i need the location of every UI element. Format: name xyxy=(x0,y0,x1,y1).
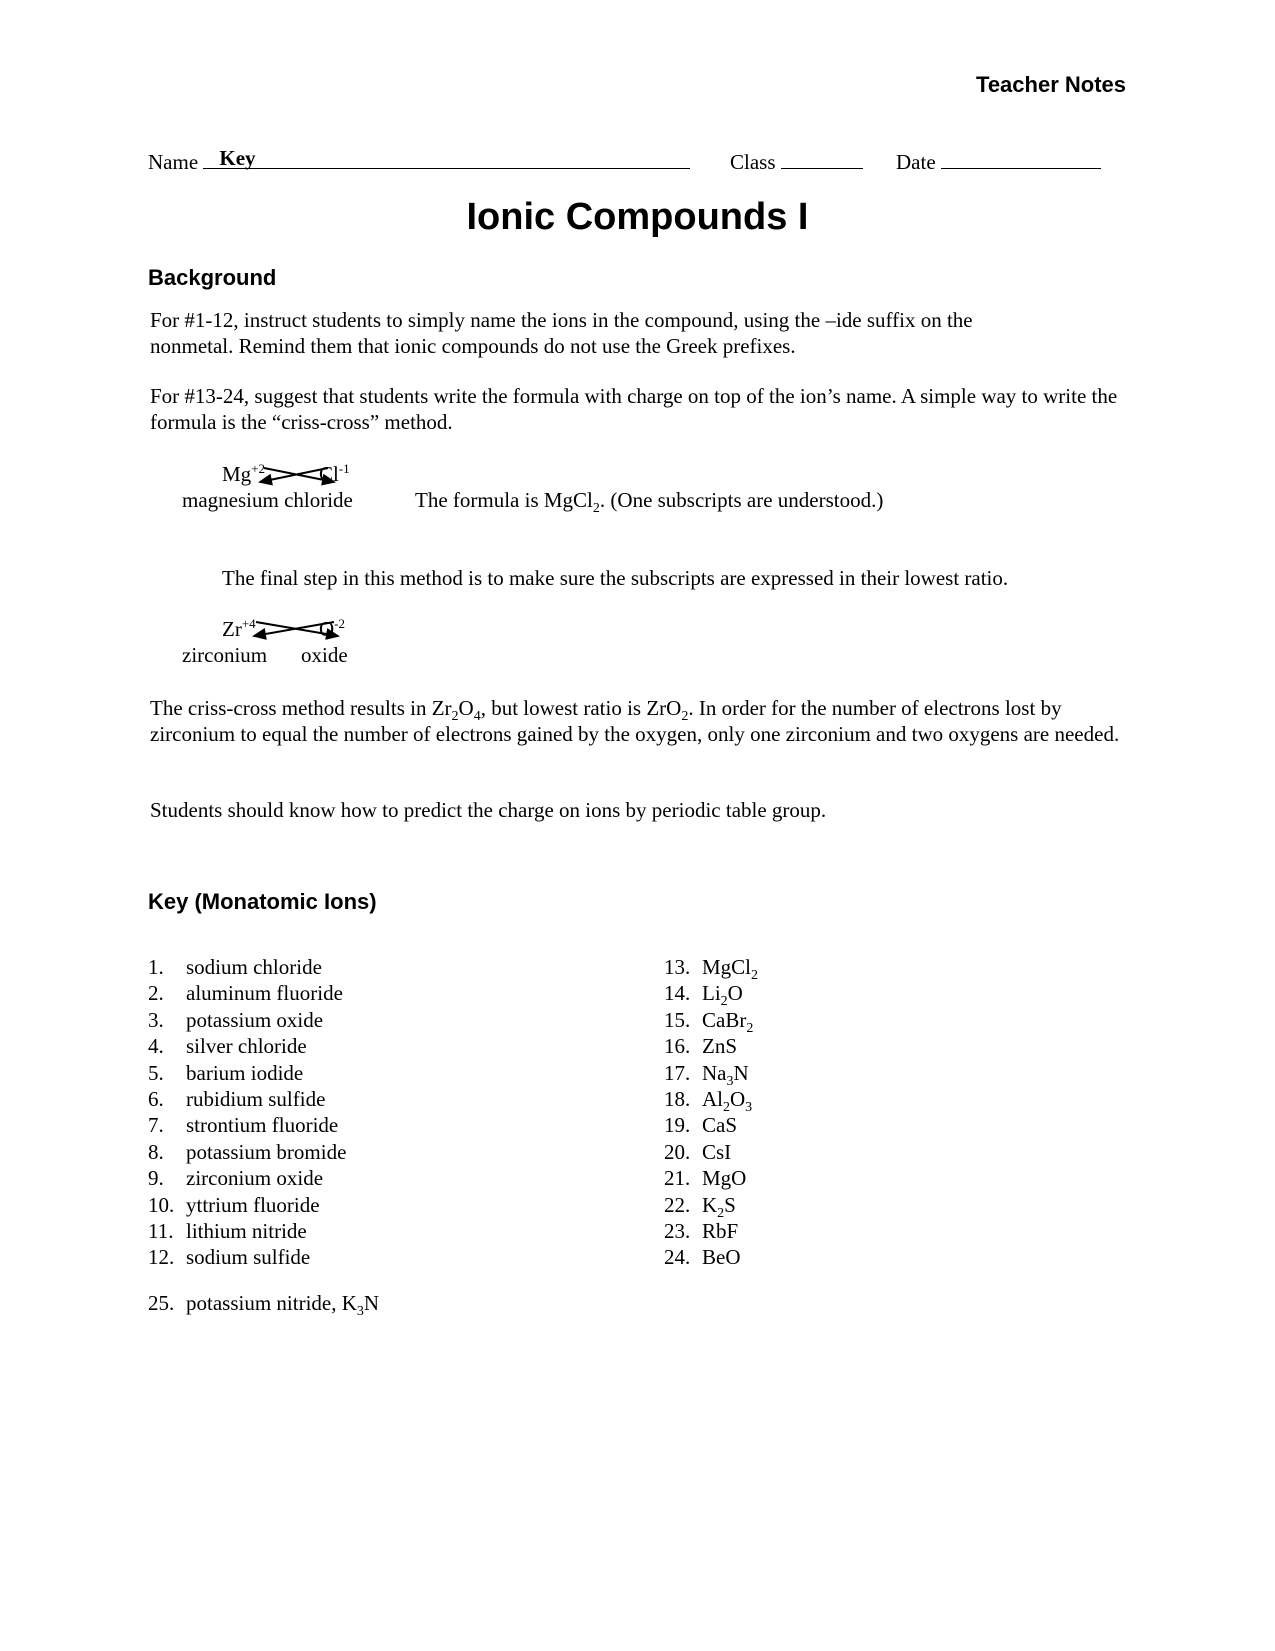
list-item-number: 13. xyxy=(664,955,691,979)
list-item-number: 22. xyxy=(664,1192,691,1217)
p3-text-1: The criss-cross method results in Zr xyxy=(150,696,452,720)
p3-sub-2: 4 xyxy=(473,709,481,725)
date-blank xyxy=(941,148,1101,169)
list-item-text: potassium oxide xyxy=(186,1007,324,1032)
key-list-right xyxy=(664,954,758,1271)
list-item-number: 8. xyxy=(148,1139,164,1164)
list-item-number: 23. xyxy=(664,1219,691,1244)
list-item-number: 20. xyxy=(664,1139,691,1164)
p3-text-2: O xyxy=(458,696,474,720)
list-item-text xyxy=(186,1290,380,1320)
formula-part: 2 xyxy=(717,1205,725,1221)
list-item-number: 16. xyxy=(664,1034,691,1059)
list-item xyxy=(148,954,346,980)
formula-part: S xyxy=(724,1192,736,1217)
list-item-number: 7. xyxy=(148,1113,164,1138)
ion-zr-charge: +4 xyxy=(241,616,256,631)
example2-name1: zirconium xyxy=(182,643,268,667)
class-field xyxy=(730,148,863,175)
list-item xyxy=(148,1112,346,1138)
key-heading: Key (Monatomic Ions) xyxy=(148,889,377,914)
formula-part: 3 xyxy=(726,1073,734,1089)
key-extra-item xyxy=(148,1290,380,1320)
list-item-number: 21. xyxy=(664,1166,691,1191)
formula xyxy=(702,954,759,984)
class-blank xyxy=(781,148,863,169)
formula xyxy=(702,1192,736,1221)
extra-subscript: 3 xyxy=(356,1304,364,1320)
formula-part: 2 xyxy=(751,968,759,984)
ion-cl-symbol: Cl xyxy=(319,462,339,486)
example1-name: magnesium chloride xyxy=(182,488,353,512)
formula-part: K xyxy=(702,1192,718,1217)
list-item-number: 12. xyxy=(148,1245,175,1270)
list-item xyxy=(664,1139,758,1165)
list-item-number: 2. xyxy=(148,981,164,1006)
list-item-text: sodium sulfide xyxy=(186,1245,311,1270)
list-item-text: silver chloride xyxy=(186,1034,307,1059)
list-item-text: yttrium fluoride xyxy=(186,1192,320,1217)
p3-sub-3: 2 xyxy=(681,709,689,725)
list-item xyxy=(148,1033,346,1059)
extra-tail: N xyxy=(363,1291,380,1315)
name-label: Name xyxy=(148,150,199,174)
ion-mg-symbol: Mg xyxy=(222,462,252,486)
date-label: Date xyxy=(896,150,936,174)
formula-part: BeO xyxy=(702,1245,741,1270)
list-item xyxy=(664,1033,758,1059)
list-item xyxy=(148,1060,346,1086)
list-item xyxy=(664,1060,758,1089)
list-item-number: 5. xyxy=(148,1060,164,1085)
formula-part: CaS xyxy=(702,1113,738,1138)
list-item-number: 19. xyxy=(664,1113,691,1138)
extra-text: potassium nitride, K xyxy=(186,1291,357,1315)
formula xyxy=(702,1139,731,1165)
formula-part: 3 xyxy=(745,1100,753,1116)
formula-part: Li xyxy=(702,981,721,1006)
formula-part: MgO xyxy=(702,1166,747,1191)
list-item xyxy=(148,1218,346,1244)
list-item-text: sodium chloride xyxy=(186,955,322,979)
list-item xyxy=(664,1086,758,1116)
ion-cl-charge: -1 xyxy=(338,461,350,476)
formula-part: 2 xyxy=(723,1100,730,1116)
list-item xyxy=(148,980,346,1006)
background-para-1: For #1-12, instruct students to simply name the ions in the compound, using the –ide suffix on the nonmetal. Remind them that ionic compounds do not use the Greek prefixes. xyxy=(150,308,973,358)
formula xyxy=(702,1007,754,1036)
formula-subscript: 2 xyxy=(592,501,600,517)
list-item-text: zirconium oxide xyxy=(186,1166,324,1191)
list-item-text: rubidium sulfide xyxy=(186,1087,326,1112)
list-item xyxy=(664,1007,758,1036)
ion-zr-symbol: Zr xyxy=(222,617,242,641)
list-item-number: 3. xyxy=(148,1007,164,1032)
formula-text: The formula is MgCl xyxy=(415,488,593,512)
background-para-4: Students should know how to predict the charge on ions by periodic table group. xyxy=(150,798,827,822)
final-step-text: The final step in this method is to make sure the subscripts are expressed in their lowest ratio. xyxy=(222,566,1009,590)
list-item xyxy=(664,1112,758,1138)
ion-o-charge: -2 xyxy=(334,616,346,631)
list-item xyxy=(148,1007,346,1033)
list-item-number: 24. xyxy=(664,1245,691,1270)
formula-part: N xyxy=(733,1060,749,1085)
list-item xyxy=(664,1244,758,1270)
formula xyxy=(702,1060,749,1089)
formula xyxy=(702,1086,753,1116)
list-item xyxy=(664,1192,758,1221)
formula xyxy=(702,1112,737,1138)
background-heading: Background xyxy=(148,265,277,290)
list-item-number: 15. xyxy=(664,1007,691,1032)
class-label: Class xyxy=(730,150,776,174)
name-field xyxy=(148,148,690,175)
formula-part: RbF xyxy=(702,1219,739,1244)
list-item-number: 14. xyxy=(664,981,691,1006)
name-blank xyxy=(203,148,690,169)
formula-note: . (One subscripts are understood.) xyxy=(599,488,884,512)
list-item-text: potassium bromide xyxy=(186,1139,347,1164)
criss-cross-arrows-1 xyxy=(256,462,346,488)
page-title: Ionic Compounds I xyxy=(466,196,809,238)
background-para-3 xyxy=(150,695,1130,747)
list-item xyxy=(664,980,758,1010)
formula xyxy=(702,1033,737,1059)
list-item-number: 4. xyxy=(148,1034,164,1059)
list-item-number: 25. xyxy=(148,1291,175,1315)
date-field xyxy=(896,148,1101,175)
list-item xyxy=(148,1139,346,1165)
key-list-left xyxy=(148,954,346,1271)
formula xyxy=(702,1165,746,1191)
formula-part: CaBr xyxy=(702,1007,747,1032)
list-item xyxy=(148,1086,346,1112)
formula-part: MgCl xyxy=(702,955,752,979)
formula xyxy=(702,980,743,1010)
formula-part: O xyxy=(730,1087,746,1112)
formula xyxy=(702,1218,738,1244)
teacher-notes-label: Teacher Notes xyxy=(976,72,1126,97)
list-item xyxy=(664,954,759,984)
list-item-number: 11. xyxy=(148,1219,174,1244)
list-item xyxy=(664,1165,758,1191)
formula xyxy=(702,1244,741,1270)
list-item-text: barium iodide xyxy=(186,1060,304,1085)
formula-part: ZnS xyxy=(702,1034,738,1059)
list-item-text: lithium nitride xyxy=(186,1219,307,1244)
list-item xyxy=(148,1165,346,1191)
list-item-number: 17. xyxy=(664,1060,691,1085)
list-item-number: 18. xyxy=(664,1087,691,1112)
list-item-number: 1. xyxy=(148,955,164,979)
formula-part: CsI xyxy=(702,1139,732,1164)
p3-text-4: . In order for the number of electrons lost by zirconium to equal the number of electrons gained by the oxygen, only one zirconium and two oxygens are needed. xyxy=(150,696,1120,746)
example1-formula xyxy=(415,488,884,517)
ion-o-symbol: O xyxy=(319,617,335,641)
list-item xyxy=(148,1244,346,1270)
ion-mg-charge: +2 xyxy=(251,461,266,476)
list-item xyxy=(664,1218,758,1244)
list-item-text: aluminum fluoride xyxy=(186,981,343,1006)
criss-cross-arrows-2 xyxy=(250,616,350,642)
name-value: Key xyxy=(219,146,256,170)
list-item-number: 10. xyxy=(148,1192,175,1217)
formula-part: O xyxy=(727,981,743,1006)
formula-part: 2 xyxy=(746,1021,754,1036)
p3-sub-1: 2 xyxy=(451,709,459,725)
background-para-2: For #13-24, suggest that students write the formula with charge on top of the ion’s name. A simple way to write the formula is the “criss-cross” method. xyxy=(150,384,1118,434)
list-item-number: 6. xyxy=(148,1087,164,1112)
list-item-number: 9. xyxy=(148,1166,164,1191)
example2-name2: oxide xyxy=(301,643,348,667)
formula-part: Al xyxy=(702,1087,723,1112)
formula-part: 2 xyxy=(720,994,728,1010)
list-item xyxy=(148,1192,346,1218)
list-item-text: strontium fluoride xyxy=(186,1113,339,1138)
p3-text-3: , but lowest ratio is ZrO xyxy=(480,696,682,720)
formula-part: Na xyxy=(702,1060,727,1085)
